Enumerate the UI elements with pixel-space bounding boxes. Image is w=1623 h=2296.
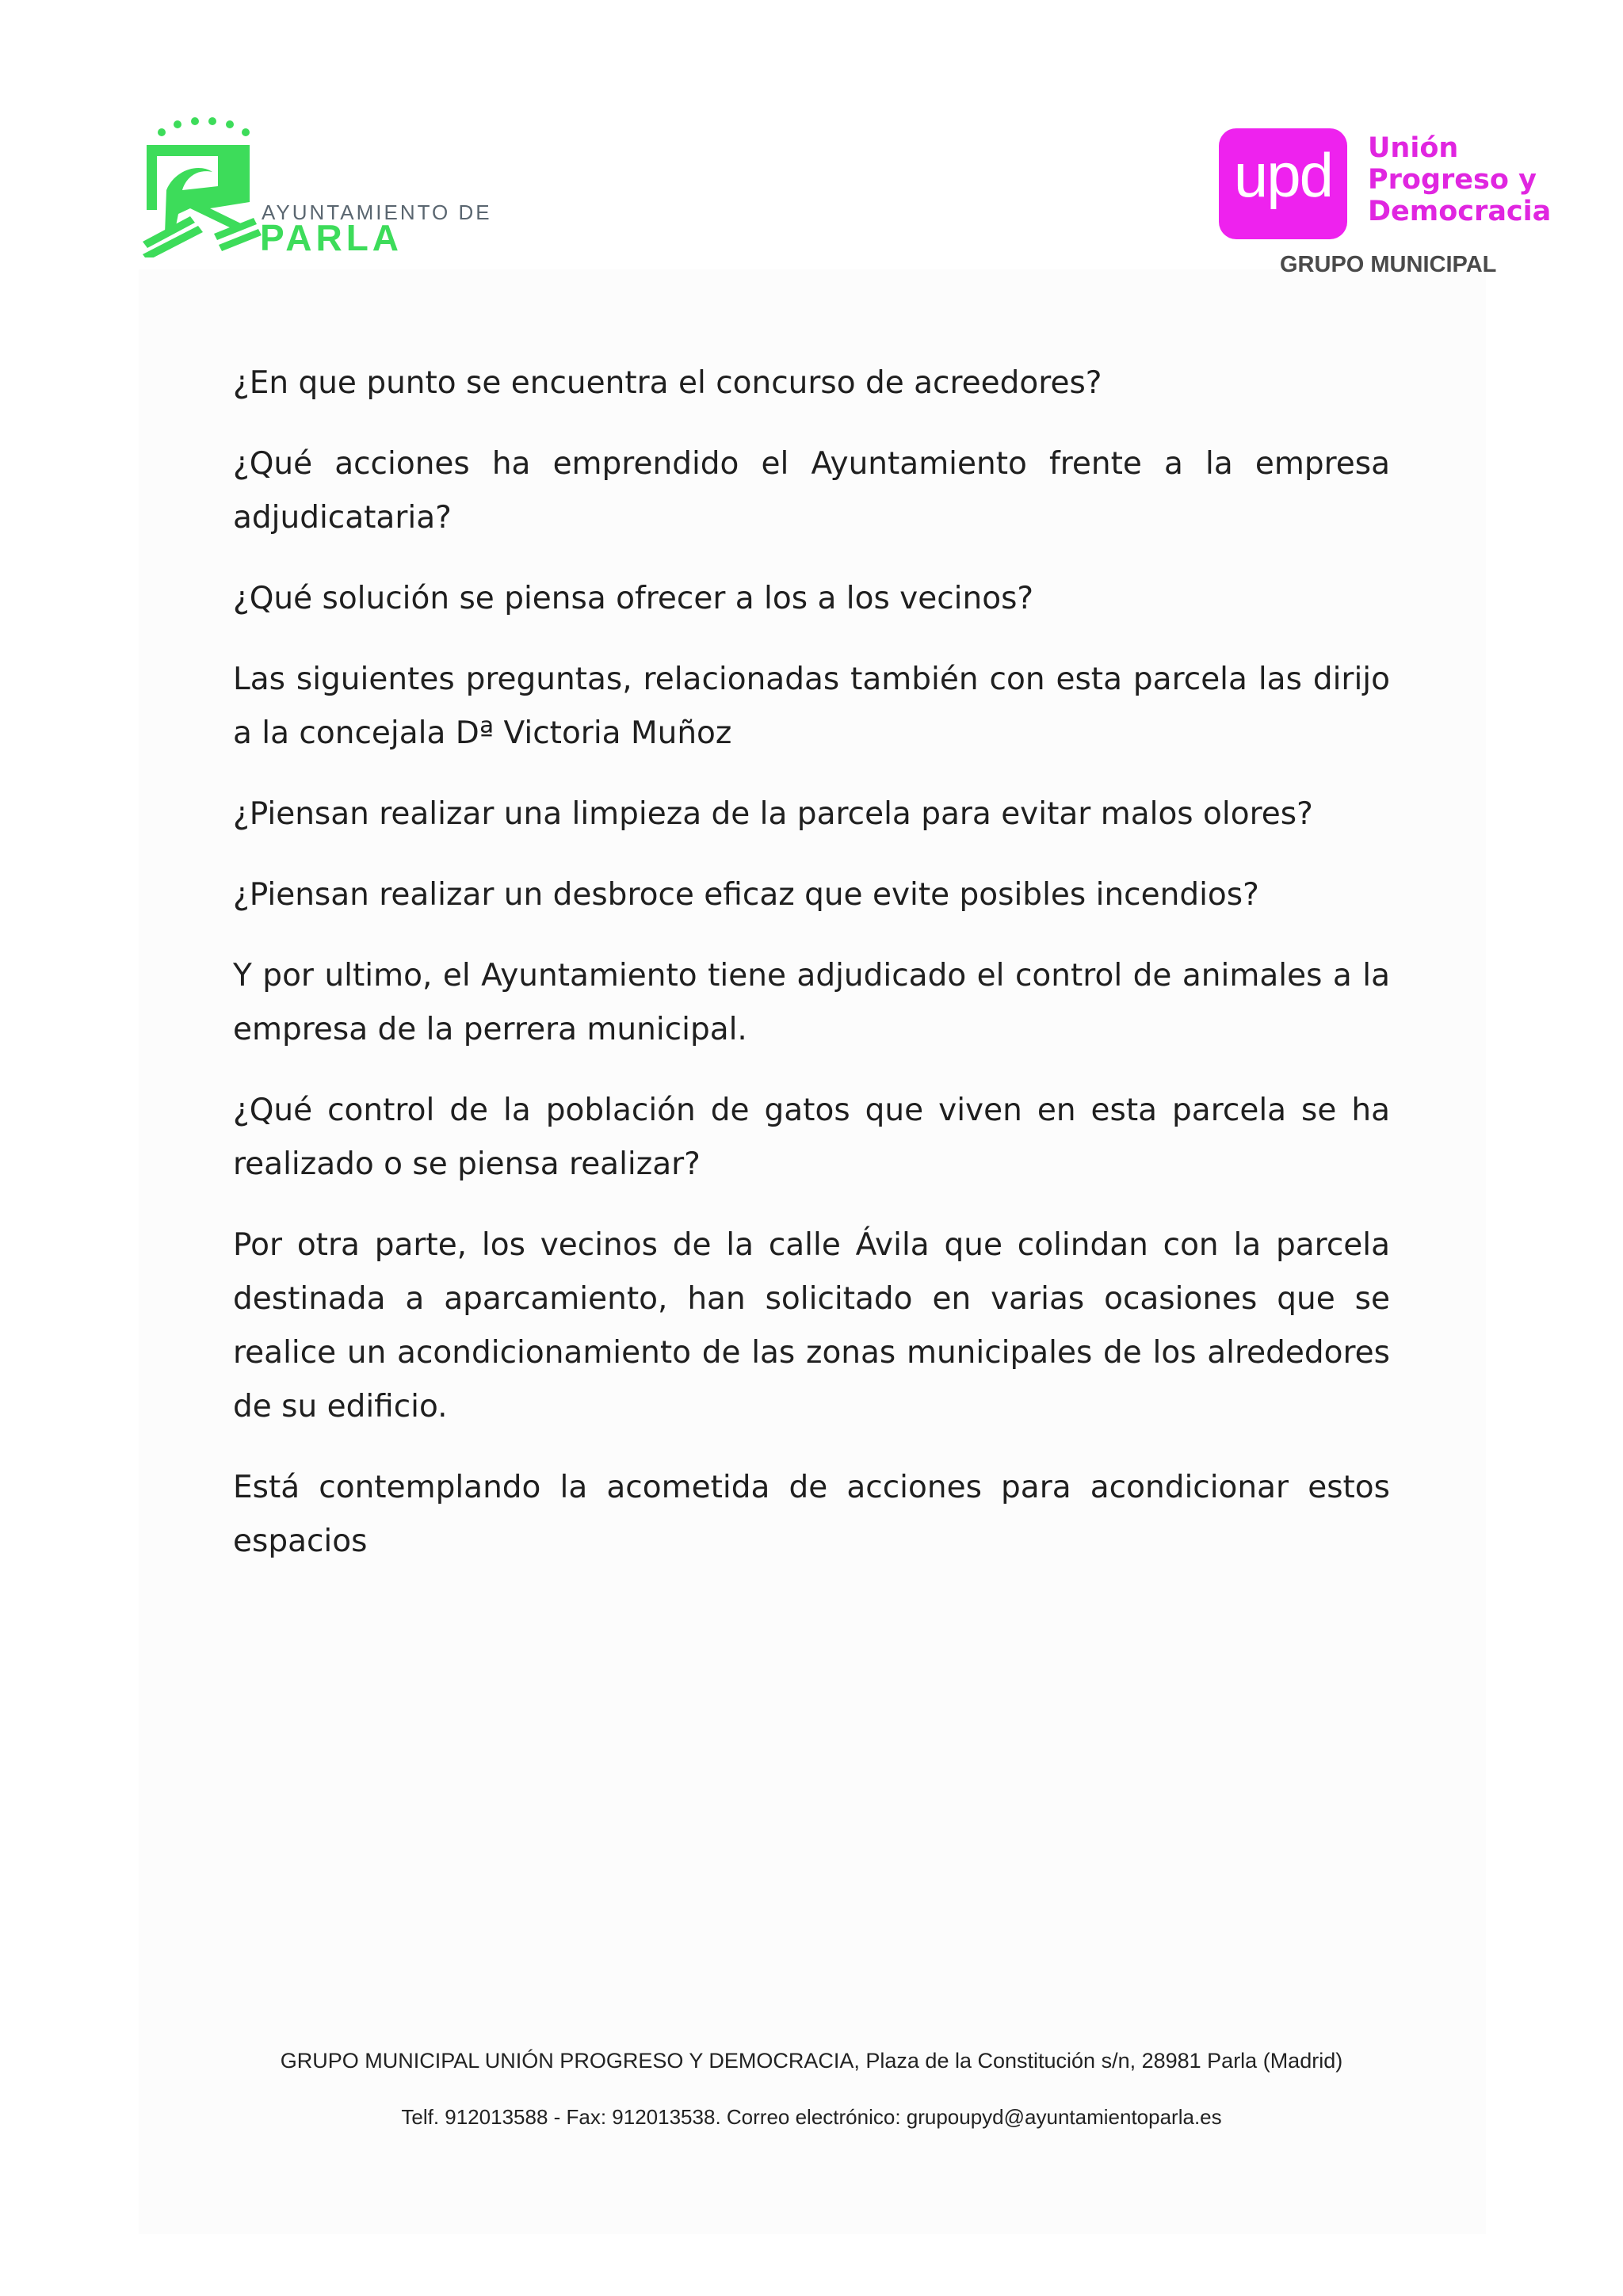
paragraph: Las siguientes preguntas, relacionadas también con esta parcela las dirijo a la concejala Dª Victoria Muñoz: [233, 662, 1390, 751]
upd-badge-text: upd: [1233, 140, 1333, 210]
paragraph: Está contemplando la acometida de acciones para acondicionar estos espacios: [233, 1470, 1390, 1559]
parla-logo-line1: AYUNTAMIENTO DE: [262, 200, 492, 224]
upd-badge: [1219, 128, 1347, 239]
upd-name-line: Unión: [1368, 132, 1459, 164]
document-body: [233, 357, 1390, 1596]
paragraph: ¿Piensan realizar una limpieza de la parcela para evitar malos olores?: [233, 796, 1313, 832]
paragraph: Por otra parte, los vecinos de la calle Ávila que colindan con la parcela destinada a aparcamiento, han solicitado en varias ocasiones que se realice un acondicionamiento de las zonas municipales de los alrededores de su edificio.: [233, 1227, 1390, 1425]
parla-logo-line2: PARLA: [260, 217, 403, 258]
footer-address: GRUPO MUNICIPAL UNIÓN PROGRESO Y DEMOCRACIA, Plaza de la Constitución s/n, 28981 Parla (Madrid): [280, 2049, 1343, 2073]
parla-emblem-icon: [143, 115, 262, 257]
paragraph: Y por ultimo, el Ayuntamiento tiene adjudicado el control de animales a la empresa de la perrera municipal.: [233, 958, 1390, 1047]
upd-group-label: GRUPO MUNICIPAL: [1280, 252, 1497, 277]
upd-name-line: Progreso y: [1368, 164, 1537, 196]
footer-contact: Telf. 912013588 - Fax: 912013538. Correo electrónico: grupoupyd@ayuntamientoparla.es: [401, 2105, 1222, 2129]
paragraph: ¿En que punto se encuentra el concurso de acreedores?: [233, 365, 1102, 401]
upd-party-name: [1368, 132, 1551, 227]
paragraph: ¿Piensan realizar un desbroce eficaz que evite posibles incendios?: [233, 877, 1259, 913]
ayuntamiento-parla-logo: [143, 115, 492, 258]
paragraph: ¿Qué acciones ha emprendido el Ayuntamiento frente a la empresa adjudicataria?: [233, 446, 1390, 536]
paragraph: ¿Qué control de la población de gatos que viven en esta parcela se ha realizado o se piensa realizar?: [233, 1093, 1390, 1182]
upd-name-line: Democracia: [1368, 196, 1552, 227]
paragraph: ¿Qué solución se piensa ofrecer a los a los vecinos?: [233, 581, 1034, 616]
